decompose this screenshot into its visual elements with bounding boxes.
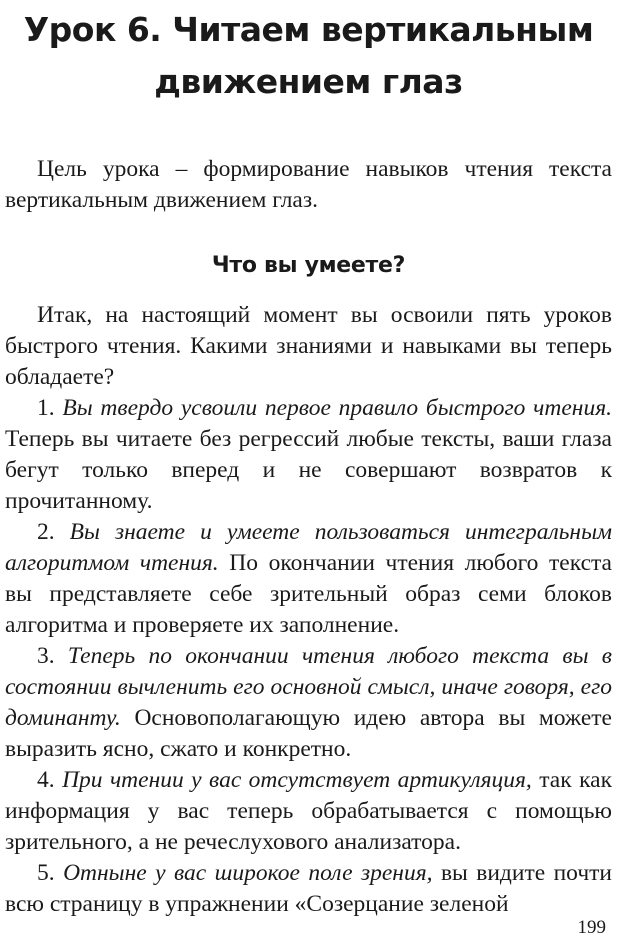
item-text: Теперь вы читаете без регрессий любые тексты, ваши глаза бегут только вперед и не совершают возвратов к прочитанному. — [5, 426, 612, 514]
item-number: 2. — [37, 519, 55, 545]
item-text: По окончании чтения любого текста вы представляете себе зрительный образ семи блоков алгоритма и проверяете их заполнение. — [5, 550, 612, 638]
item-text: Основополагающую идею автора вы можете выразить ясно, сжато и конкретно. — [5, 705, 612, 762]
item-italic-text: Теперь по окончании чтения любого текста вы в состоянии вычленить его основной смысл, иначе говоря, его доминанту. — [5, 643, 612, 731]
section-heading: Что вы умеете? — [211, 253, 406, 278]
item-italic-text: Отныне у вас широкое поле зрения, — [63, 860, 433, 886]
list-item-4 — [5, 765, 612, 858]
item-italic-text: Вы твердо усвоили первое правило быстрого чтения. — [62, 395, 613, 421]
item-text: так как информация у вас теперь обрабатывается с помощью зрительного, а не речеслухового анализатора. — [5, 767, 612, 855]
lesson-title — [5, 0, 612, 108]
item-number: 1. — [37, 395, 55, 421]
item-number: 3. — [37, 643, 55, 669]
lesson-goal: Цель урока – формирование навыков чтения текста вертикальным движением глаз. — [5, 156, 612, 213]
lesson-title-line-1: Урок 6. Читаем вертикальным — [23, 10, 594, 49]
list-item-2 — [5, 517, 612, 641]
list-item-1 — [5, 393, 612, 517]
list-item-3 — [5, 641, 612, 765]
item-italic-text: При чтении у вас отсутствует артикуляция, — [62, 767, 532, 793]
intro-paragraph: Итак, на настоящий момент вы освоили пять уроков быстрого чтения. Какими знаниями и навыками вы теперь обладаете? — [5, 302, 612, 390]
list-item-5 — [5, 858, 612, 920]
item-italic-text: Вы знаете и умеете пользоваться интегральным алгоритмом чтения. — [5, 519, 612, 576]
item-number: 4. — [37, 767, 55, 793]
lesson-title-line-2: движением глаз — [154, 62, 463, 101]
item-text: вы видите почти всю страницу в упражнении «Созерцание зеленой — [5, 860, 612, 917]
page-number: 199 — [577, 917, 606, 938]
item-number: 5. — [37, 860, 55, 886]
